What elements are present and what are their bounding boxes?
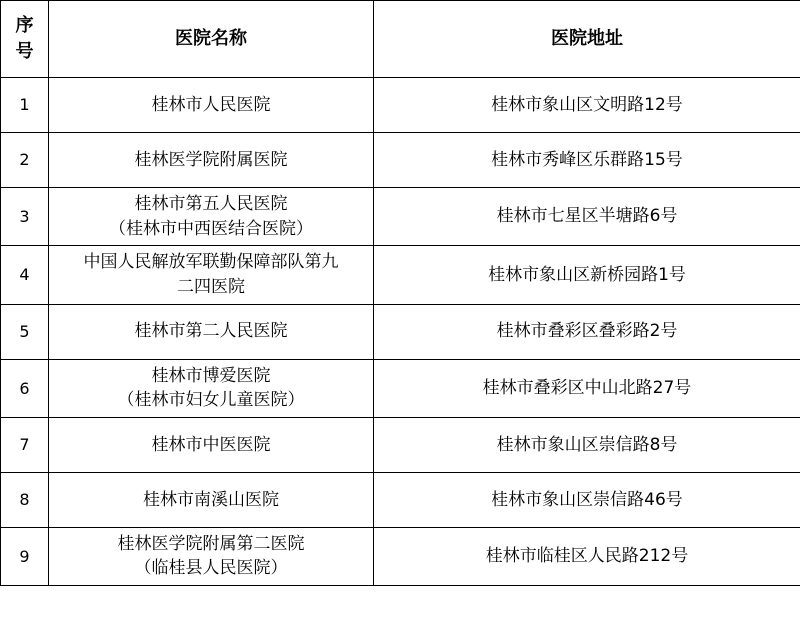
cell-hospital-address: 桂林市象山区崇信路46号: [374, 472, 800, 527]
column-header-index: [1, 1, 49, 78]
table-row: [1, 359, 800, 417]
column-header-hospital-address: 医院地址: [374, 1, 800, 78]
cell-hospital-name: [49, 246, 374, 304]
cell-index: 7: [1, 417, 49, 472]
cell-hospital-name: [49, 472, 374, 527]
cell-hospital-address: 桂林市七星区半塘路6号: [374, 188, 800, 246]
table-row: [1, 78, 800, 133]
table-header: [1, 1, 800, 78]
cell-hospital-address: 桂林市临桂区人民路212号: [374, 527, 800, 585]
cell-hospital-name-alias: （临桂县人民医院）: [134, 558, 288, 579]
cell-hospital-name-line: 桂林市人民医院: [151, 94, 271, 115]
cell-index: 8: [1, 472, 49, 527]
table-row: [1, 472, 800, 527]
cell-index: 5: [1, 304, 49, 359]
cell-index: 2: [1, 133, 49, 188]
cell-hospital-address: 桂林市象山区文明路12号: [374, 78, 800, 133]
cell-hospital-name: [49, 78, 374, 133]
table-row: [1, 417, 800, 472]
cell-index: 9: [1, 527, 49, 585]
cell-hospital-name-line: 桂林医学院附属医院: [134, 149, 288, 170]
cell-hospital-name-alias: （桂林市中西医结合医院）: [109, 218, 313, 239]
table-row: [1, 527, 800, 585]
table-header-row: [1, 1, 800, 78]
cell-index: 4: [1, 246, 49, 304]
cell-hospital-name-line: 桂林医学院附属第二医院: [117, 533, 305, 554]
table-row: [1, 304, 800, 359]
cell-hospital-address: 桂林市象山区崇信路8号: [374, 417, 800, 472]
column-header-hospital-name: 医院名称: [49, 1, 374, 78]
cell-hospital-name: [49, 188, 374, 246]
cell-hospital-name-line: 桂林市中医医院: [151, 434, 271, 455]
cell-hospital-address: 桂林市象山区新桥园路1号: [374, 246, 800, 304]
cell-index: 3: [1, 188, 49, 246]
column-header-index-char-1: 序: [15, 14, 34, 36]
cell-hospital-name: [49, 417, 374, 472]
cell-hospital-name-line-2: 二四医院: [177, 276, 245, 297]
cell-hospital-address: 桂林市秀峰区乐群路15号: [374, 133, 800, 188]
cell-hospital-name-line: 中国人民解放军联勤保障部队第九: [83, 252, 339, 273]
cell-hospital-name-line: 桂林市第二人民医院: [134, 321, 288, 342]
table-body: [1, 78, 800, 586]
table-row: [1, 133, 800, 188]
cell-index: 6: [1, 359, 49, 417]
cell-hospital-name-line: 桂林市第五人民医院: [134, 194, 288, 214]
cell-hospital-address: 桂林市叠彩区叠彩路2号: [374, 304, 800, 359]
cell-hospital-name-line: 桂林市博爱医院: [151, 365, 271, 386]
column-header-index-char-2: 号: [15, 41, 34, 62]
table-row: [1, 188, 800, 246]
cell-hospital-name: [49, 133, 374, 188]
cell-hospital-name-alias: （桂林市妇女儿童医院）: [117, 390, 305, 411]
cell-hospital-name: [49, 359, 374, 417]
table-row: [1, 246, 800, 304]
cell-hospital-name-line: 桂林市南溪山医院: [143, 489, 279, 510]
cell-hospital-name: [49, 527, 374, 585]
cell-index: 1: [1, 78, 49, 133]
cell-hospital-name: [49, 304, 374, 359]
cell-hospital-address: 桂林市叠彩区中山北路27号: [374, 359, 800, 417]
